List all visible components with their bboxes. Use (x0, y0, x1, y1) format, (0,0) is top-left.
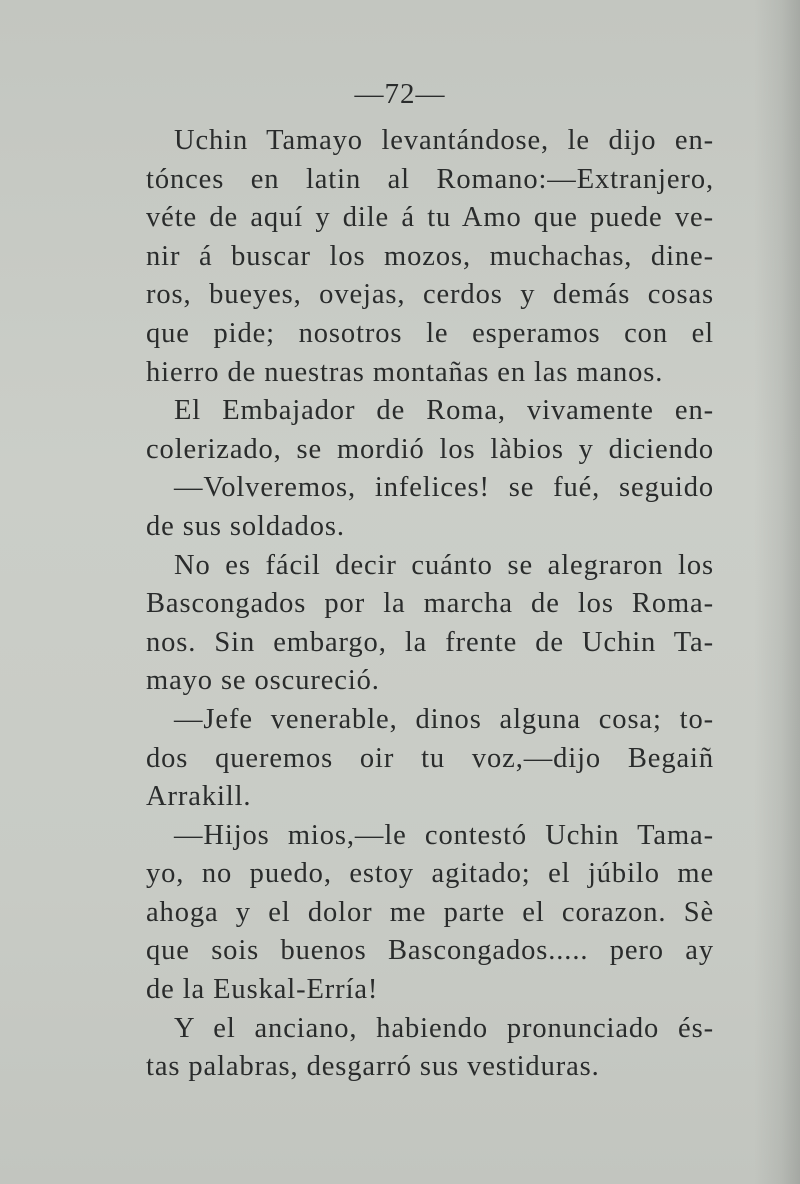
text-line: nos. Sin embargo, la frente de Uchin Ta- (146, 626, 714, 658)
text-line: de sus soldados. (146, 510, 345, 542)
text-line: colerizado, se mordió los làbios y diciendo (146, 433, 714, 465)
text-line: dos queremos oir tu voz,—dijo Begaiñ (146, 742, 714, 774)
text-line: —Volveremos, infelices! se fué, seguido (174, 472, 714, 504)
text-line: tas palabras, desgarró sus vestiduras. (146, 1051, 600, 1083)
page-number: —72— (354, 78, 446, 110)
text-line: El Embajador de Roma, vivamente en- (174, 395, 714, 427)
text-line: —Hijos mios,—le contestó Uchin Tama- (174, 819, 714, 851)
body-text (146, 122, 714, 1087)
text-line: de la Euskal-Erría! (146, 974, 379, 1006)
page-edge-shadow (754, 0, 800, 1184)
text-line: hierro de nuestras montañas en las manos. (146, 356, 664, 388)
text-line: nir á buscar los mozos, muchachas, dine- (146, 240, 714, 272)
text-line: véte de aquí y dile á tu Amo que puede ve- (146, 202, 714, 234)
text-line: que pide; nosotros le esperamos con el (146, 317, 714, 349)
text-line: No es fácil decir cuánto se alegraron los (174, 549, 714, 581)
text-line: Bascongados por la marcha de los Roma- (146, 588, 714, 620)
text-line: Y el anciano, habiendo pronunciado és- (174, 1012, 714, 1044)
text-line: ros, bueyes, ovejas, cerdos y demás cosas (146, 279, 714, 311)
text-line: yo, no puedo, estoy agitado; el júbilo me (146, 858, 714, 890)
text-line: que sois buenos Bascongados..... pero ay (146, 935, 714, 967)
text-line: tónces en latin al Romano:—Extranjero, (146, 163, 714, 195)
text-line: Arrakill. (146, 781, 252, 813)
text-line: —Jefe venerable, dinos alguna cosa; to- (174, 703, 714, 735)
text-line: Uchin Tamayo levantándose, le dijo en- (174, 125, 714, 156)
text-line: mayo se oscureció. (146, 665, 380, 697)
text-line: ahoga y el dolor me parte el corazon. Sè (146, 896, 714, 928)
